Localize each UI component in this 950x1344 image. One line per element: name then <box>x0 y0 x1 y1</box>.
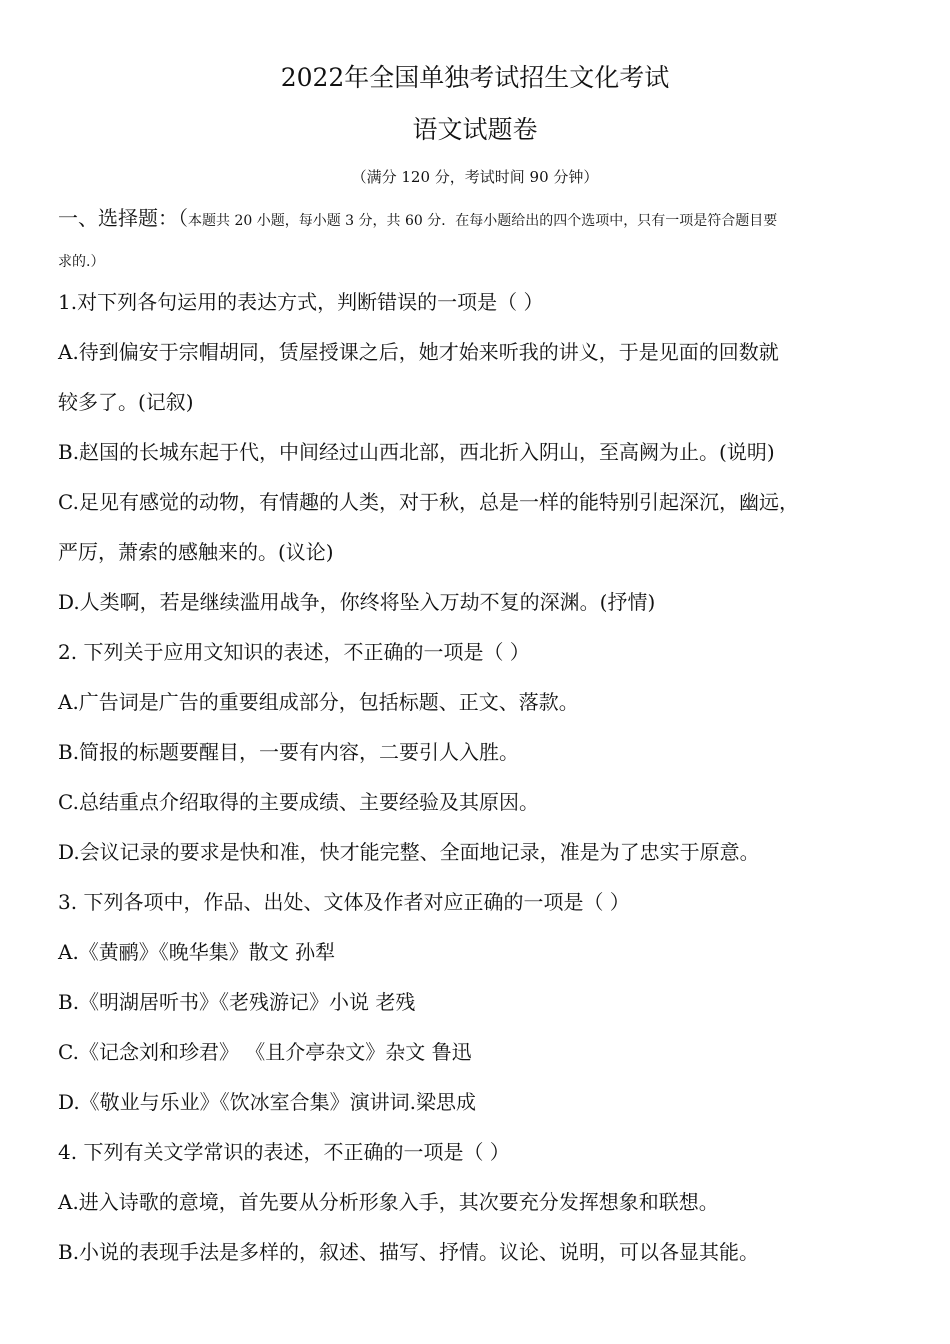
question-1-option-b: B.赵国的长城东起于代，中间经过山西北部，西北折入阴山，至高阙为止。(说明) <box>58 440 775 464</box>
question-1-option-a: A.待到偏安于宗帽胡同，赁屋授课之后，她才始来听我的讲义，于是见面的回数就 <box>58 340 779 364</box>
section-instructions: 本题共 20 小题，每小题 3 分，共 60 分．在每小题给出的四个选项中，只有一项是符合题目要 <box>188 213 778 229</box>
question-1-option-a-continued: 较多了。(记叙) <box>58 390 194 414</box>
question-2-option-a: A.广告词是广告的重要组成部分，包括标题、正文、落款。 <box>58 690 579 714</box>
question-3-option-d: D.《敬业与乐业》《饮冰室合集》演讲词.梁思成 <box>58 1090 477 1114</box>
question-1-option-c: C.足见有感觉的动物，有情趣的人类，对于秋，总是一样的能特别引起深沉，幽远， <box>58 490 799 514</box>
exam-subtitle: 语文试题卷 <box>412 115 538 144</box>
section-instructions-continued: 求的.） <box>58 254 105 270</box>
section-heading-label: 一、选择题：（ <box>58 206 188 230</box>
exam-title: 2022年全国单独考试招生文化考试 <box>280 63 670 92</box>
question-2-option-d: D.会议记录的要求是快和准，快才能完整、全面地记录，准是为了忠实于原意。 <box>58 840 760 864</box>
question-1-stem: 1.对下列各句运用的表达方式，判断错误的一项是（ ） <box>58 290 544 314</box>
question-3-stem: 3. 下列各项中，作品、出处、文体及作者对应正确的一项是（ ） <box>58 890 630 914</box>
question-4-option-b: B.小说的表现手法是多样的，叙述、描写、抒情。议论、说明，可以各显其能。 <box>58 1240 760 1264</box>
question-4-stem: 4. 下列有关文学常识的表述，不正确的一项是（ ） <box>58 1140 510 1164</box>
exam-score-time-note: （满分 120 分，考试时间 90 分钟） <box>351 168 599 186</box>
question-2-stem: 2. 下列关于应用文知识的表述，不正确的一项是（ ） <box>58 640 530 664</box>
question-3-option-b: B.《明湖居听书》《老残游记》小说 老残 <box>58 990 416 1014</box>
question-3-option-c: C.《记念刘和珍君》 《且介亭杂文》杂文 鲁迅 <box>58 1040 472 1064</box>
question-1-option-c-continued: 严厉，萧索的感触来的。(议论) <box>58 540 334 564</box>
question-1-option-d: D.人类啊，若是继续滥用战争，你终将坠入万劫不复的深渊。(抒情) <box>58 590 656 614</box>
question-2-option-b: B.简报的标题要醒目，一要有内容，二要引人入胜。 <box>58 740 520 764</box>
question-3-option-a: A.《黄鹂》《晚华集》散文 孙犁 <box>58 940 336 964</box>
question-4-option-a: A.进入诗歌的意境，首先要从分析形象入手，其次要充分发挥想象和联想。 <box>58 1190 719 1214</box>
section-heading <box>58 203 777 236</box>
question-2-option-c: C.总结重点介绍取得的主要成绩、主要经验及其原因。 <box>58 790 539 814</box>
